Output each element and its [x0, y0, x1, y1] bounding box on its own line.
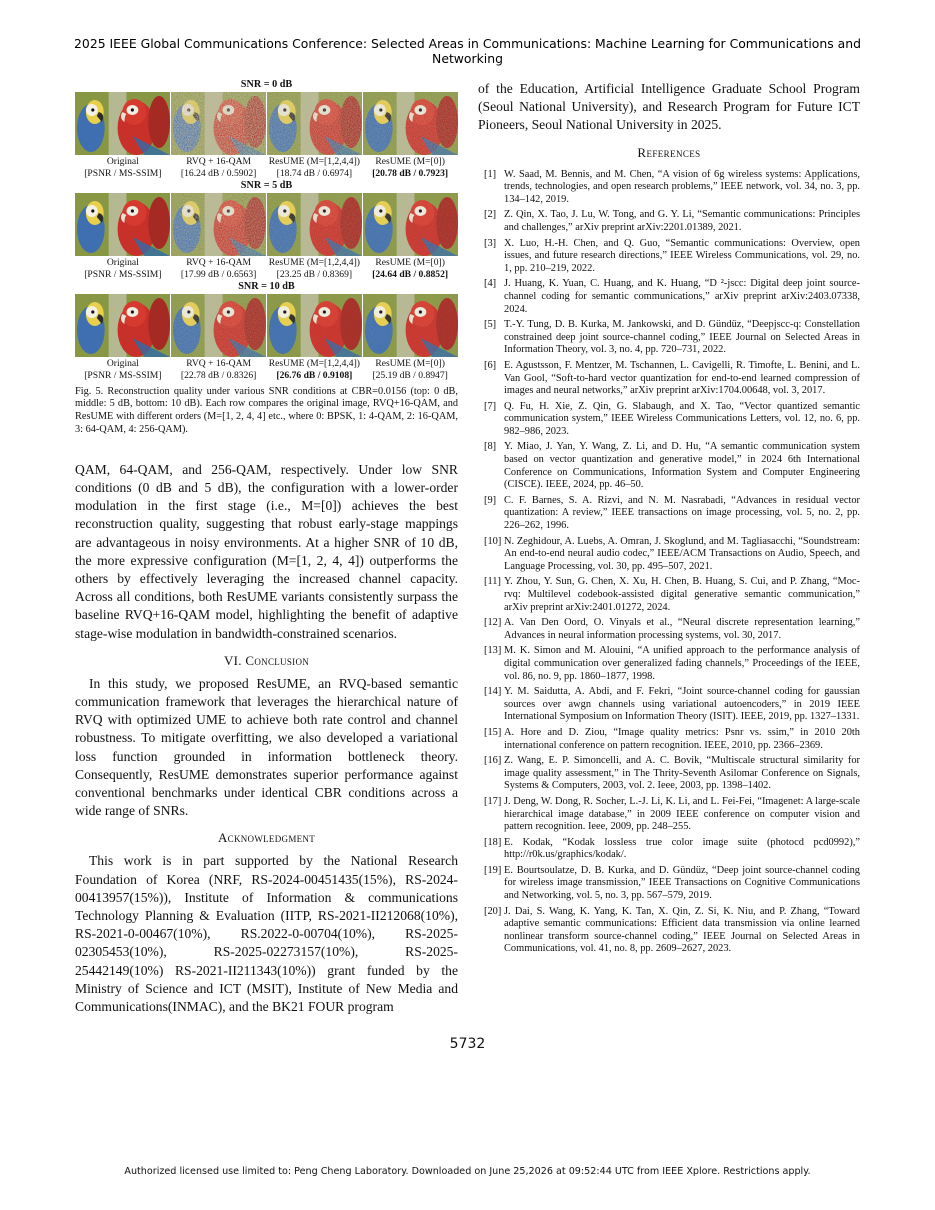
- reference-item: [478, 278, 860, 316]
- reference-item: [478, 441, 860, 491]
- method-label: ResUME (M=[0]): [375, 358, 445, 370]
- parrot-reconstruction-image: [171, 294, 266, 357]
- reference-number: [5]: [484, 319, 497, 331]
- reference-item: [478, 576, 860, 614]
- acknowledgment-text: [75, 852, 458, 1016]
- reference-number: [16]: [484, 755, 502, 767]
- method-label: ResUME (M=[0]): [375, 156, 445, 167]
- reference-number: [2]: [484, 209, 497, 221]
- reference-list: [478, 169, 860, 956]
- method-label-row: [75, 358, 458, 370]
- reference-text: Z. Wang, E. P. Simoncelli, and A. C. Bovik, “Multiscale structural similarity for image quality assessment,” in The Thrity-Seventh Asilomar Conference on Signals, Systems & Computers, 2003, vol. 2. Ieee, 2003, pp. 1398–1402.: [504, 755, 860, 792]
- metric-value-row: [75, 168, 458, 180]
- parrot-reconstruction-image: [363, 92, 458, 155]
- reference-text: C. F. Barnes, S. A. Rizvi, and N. M. Nasrabadi, “Advances in residual vector quantization: A review,” IEEE transactions on image processing, vol. 5, no. 2, pp. 226–262, 1996.: [504, 494, 860, 532]
- metric-value: [23.25 dB / 0.8369]: [276, 268, 353, 280]
- reference-item: [478, 865, 860, 903]
- reference-item: [478, 727, 860, 752]
- metric-value-row: [75, 370, 458, 382]
- results-paragraph: QAM, 64-QAM, and 256-QAM, respectively. Under low SNR conditions (0 dB and 5 dB), the configuration with a lower-order modulation in the first stage (i.e., M=[0]) achieves the best reconstruction quality, suggesting that robust early-stage mappings are advantageous in noisy environments. At a higher SNR of 10 dB, the more expressive configuration (M=[1, 2, 4, 4]) outperforms the others by effectively leveraging the increased channel capacity. Across all conditions, both ResUME variants consistently surpass the baseline RVQ+16-QAM model, highlighting the benefit of adaptive stage-wise modulation in bandwidth-constrained scenarios.: [75, 461, 458, 641]
- reference-number: [8]: [484, 441, 497, 453]
- reference-number: [6]: [484, 359, 497, 371]
- reference-text: M. K. Simon and M. Alouini, “A unified approach to the performance analysis of digital communication over generalized fading channels,” Proceedings of the IEEE, vol. 86, no. 9, pp. 1860–1877, 1998.: [504, 645, 860, 682]
- reference-text: J. Dai, S. Wang, K. Yang, K. Tan, X. Qin, Z. Si, K. Niu, and P. Zhang, “Toward adaptive semantic communications: Efficient data transmission via online learned nonlinear transform source-channel coding,” IEEE Journal on Selected Areas in Communications, vol. 41, no. 8, pp. 2609–2627, 2023.: [504, 905, 860, 955]
- reference-text: Q. Fu, H. Xie, Z. Qin, G. Slabaugh, and X. Tao, “Vector quantized semantic communication system,” IEEE Wireless Communications Letters, vol. 12, no. 6, pp. 982–986, 2023.: [504, 400, 860, 437]
- reference-text: J. Huang, K. Yuan, C. Huang, and K. Huang, “D ²-jscc: Digital deep joint source-channel coding for semantic communications,” arXiv preprint arXiv:2403.07338, 2024.: [504, 278, 860, 315]
- acknowledgment-paragraph: This work is in part supported by the National Research Foundation of Korea (NRF, RS-2024-00451435(15%), RS-2024-00413957(15%)), Institute of Information & communications Technology Planning & Evaluation (IITP, RS-2021-II212068(10%), RS-2021-0-00467(10%), RS.2022-0-00704(10%), RS-2025-02305453(10%), RS-2025-02273157(10%), RS-2025-25442149(10%) RS-2021-II211343(10%)) grant funded by the Ministry of Science and ICT (MSIT), Institute of New Media and Communications(INMAC), and the BK21 FOUR program: [75, 853, 458, 1015]
- reference-item: [478, 495, 860, 533]
- reference-number: [19]: [484, 864, 502, 876]
- reference-number: [14]: [484, 686, 502, 698]
- reference-item: [478, 169, 860, 207]
- method-label-row: [75, 156, 458, 168]
- reference-text: N. Zeghidour, A. Luebs, A. Omran, J. Skoglund, and M. Tagliasacchi, “Soundstream: An end-to-end neural audio codec,” IEEE/ACM Transactions on Audio, Speech, and Language Processing, vol. 30, pp. 495–507, 2021.: [504, 535, 860, 572]
- reference-text: E. Bourtsoulatze, D. B. Kurka, and D. Gündüz, “Deep joint source-channel coding for wireless image transmission,” IEEE Transactions on Cognitive Communications and Networking, vol. 5, no. 3, pp. 567–579, 2019.: [504, 864, 860, 902]
- reference-number: [12]: [484, 617, 502, 629]
- method-label: ResUME (M=[0]): [375, 257, 445, 269]
- metric-value: [PSNR / MS-SSIM]: [84, 167, 162, 179]
- acknowledgment-continued-paragraph: of the Education, Artificial Intelligence Graduate School Program (Seoul National University), and Research Program for Future ICT Pioneers, Seoul National University in 2025.: [478, 81, 860, 133]
- reference-item: [478, 238, 860, 276]
- metric-value: [25.19 dB / 0.8947]: [372, 369, 448, 381]
- parrot-reconstruction-image: [267, 193, 362, 256]
- metric-value: [20.78 dB / 0.7923]: [372, 167, 449, 179]
- reference-text: W. Saad, M. Bennis, and M. Chen, “A vision of 6g wireless systems: Applications, trends, technologies, and open research problems,” IEEE network, vol. 34, no. 3, pp. 134–142, 2019.: [504, 168, 860, 205]
- parrot-original-image: [75, 294, 170, 357]
- reference-number: [7]: [484, 400, 497, 412]
- reference-item: [478, 686, 860, 724]
- reference-text: A. Hore and D. Ziou, “Image quality metrics: Psnr vs. ssim,” in 2010 20th international conference on pattern recognition. IEEE, 2010, pp. 2366–2369.: [504, 726, 860, 751]
- reference-number: [3]: [484, 237, 497, 249]
- reference-text: E. Agustsson, F. Mentzer, M. Tschannen, L. Cavigelli, R. Timofte, L. Benini, and L. Van Gool, “Soft-to-hard vector quantization for end-to-end learned compression of images and neural networks,” arXiv preprint arXiv:1704.00648, vol. 3, 2017.: [504, 359, 860, 397]
- reference-number: [17]: [484, 795, 502, 807]
- figure-caption: Fig. 5. Reconstruction quality under various SNR conditions at CBR=0.0156 (top: 0 dB, middle: 5 dB, bottom: 10 dB). Each row compares the original image, RVQ+16-QAM, and ResUME with different orders (M=[1, 2, 4, 4] etc., where 0: BPSK, 1: 4-QAM, 2: 16-QAM, 3: 64-QAM, 4: 256-QAM).: [75, 385, 458, 435]
- reference-item: [478, 645, 860, 683]
- right-column: [478, 80, 860, 959]
- reference-item: [478, 796, 860, 834]
- method-label: ResUME (M=[1,2,4,4]): [268, 257, 360, 269]
- reference-item: [478, 209, 860, 234]
- metric-value: [PSNR / MS-SSIM]: [84, 268, 162, 280]
- references-heading: References: [637, 144, 701, 160]
- metric-value: [18.74 dB / 0.6974]: [276, 167, 353, 179]
- acknowledgment-heading: Acknowledgment: [217, 830, 316, 846]
- reference-item: [478, 755, 860, 793]
- figure-5: [75, 78, 458, 382]
- parrot-original-image: [75, 193, 170, 256]
- method-label: RVQ + 16-QAM: [186, 257, 252, 269]
- results-text: [75, 461, 458, 643]
- metric-value: [24.64 dB / 0.8852]: [372, 268, 449, 280]
- parrot-reconstruction-image: [363, 294, 458, 357]
- reference-number: [11]: [484, 576, 501, 588]
- reference-text: J. Deng, W. Dong, R. Socher, L.-J. Li, K. Li, and L. Fei-Fei, “Imagenet: A large-scale hierarchical image database,” in 2009 IEEE conference on computer vision and pattern recognition. Ieee, 2009, pp. 248–255.: [504, 795, 860, 833]
- reference-number: [15]: [484, 726, 502, 738]
- method-label: Original: [106, 156, 139, 167]
- conference-header: 2025 IEEE Global Communications Conference: Selected Areas in Communications: Machine Learning for Communications and Networking: [74, 36, 861, 66]
- snr-label: SNR = 0 dB: [240, 79, 293, 90]
- metric-value: [16.24 dB / 0.5902]: [180, 167, 257, 179]
- image-row: [75, 294, 458, 357]
- metric-value: [PSNR / MS-SSIM]: [84, 369, 162, 381]
- reference-item: [478, 319, 860, 357]
- method-label: Original: [106, 257, 139, 269]
- metric-value-row: [75, 269, 458, 281]
- image-row: [75, 193, 458, 256]
- parrot-reconstruction-image: [267, 294, 362, 357]
- parrot-reconstruction-image: [267, 92, 362, 155]
- snr-label: SNR = 5 dB: [240, 180, 293, 192]
- reference-item: [478, 837, 860, 862]
- method-label-row: [75, 257, 458, 269]
- left-column: [75, 78, 458, 1016]
- reference-number: [10]: [484, 535, 502, 547]
- reference-text: A. Van Den Oord, O. Vinyals et al., “Neural discrete representation learning,” Advances in neural information processing systems, vol. 30, 2017.: [504, 617, 860, 641]
- reference-text: T.-Y. Tung, D. B. Kurka, M. Jankowski, and D. Gündüz, “Deepjscc-q: Constellation constrained deep joint source-channel coding,” IEEE Journal on Selected Areas in Information Theory, vol. 3, no. 4, pp. 720–731, 2022.: [504, 319, 860, 356]
- reference-number: [18]: [484, 836, 502, 848]
- reference-item: [478, 401, 860, 439]
- image-row: [75, 92, 458, 155]
- parrot-original-image: [75, 92, 170, 155]
- parrot-reconstruction-image: [363, 193, 458, 256]
- reference-number: [4]: [484, 278, 497, 290]
- conclusion-text: [75, 675, 458, 821]
- license-footer: Authorized licensed use limited to: Peng Cheng Laboratory. Downloaded on June 25,2026 at 09:52:44 UTC from IEEE Xplore. Restrictions apply.: [124, 1166, 811, 1177]
- reference-number: [20]: [484, 905, 502, 917]
- method-label: ResUME (M=[1,2,4,4]): [268, 156, 360, 167]
- reference-item: [478, 536, 860, 574]
- reference-text: Y. Zhou, Y. Sun, G. Chen, X. Xu, H. Chen, B. Huang, S. Cui, and P. Zhang, “Moc-rvq: Multilevel codebook-assisted digital generative semantic communication,” arXiv preprint arXiv:2401.01272, 2024.: [504, 576, 860, 613]
- reference-item: [478, 906, 860, 956]
- parrot-reconstruction-image: [171, 193, 266, 256]
- snr-label: SNR = 10 dB: [238, 281, 295, 293]
- reference-text: Z. Qin, X. Tao, J. Lu, W. Tong, and G. Y. Li, “Semantic communications: Principles and challenges,” arXiv preprint arXiv:2201.01389, 2021.: [504, 209, 860, 233]
- method-label: RVQ + 16-QAM: [186, 156, 252, 167]
- acknowledgment-continued: [478, 80, 860, 135]
- reference-text: Y. M. Saidutta, A. Abdi, and F. Fekri, “Joint source-channel coding for gaussian sources over awgn channels using variational autoencoders,” in 2019 IEEE International Symposium on Information Theory (ISIT). IEEE, 2019, pp. 1327–1331.: [504, 686, 860, 723]
- reference-item: [478, 360, 860, 398]
- reference-item: [478, 617, 860, 642]
- reference-text: E. Kodak, “Kodak lossless true color image suite (photocd pcd0992),” http://r0k.us/graphics/kodak/.: [504, 836, 860, 861]
- reference-text: X. Luo, H.-H. Chen, and Q. Guo, “Semantic communications: Overview, open issues, and future research directions,” IEEE Wireless Communications, vol. 29, no. 1, pp. 210–219, 2022.: [504, 237, 860, 274]
- parrot-reconstruction-image: [171, 92, 266, 155]
- reference-number: [9]: [484, 494, 497, 506]
- metric-value: [22.78 dB / 0.8326]: [180, 369, 257, 381]
- page-number: 5732: [449, 1036, 486, 1052]
- method-label: ResUME (M=[1,2,4,4]): [268, 358, 360, 370]
- metric-value: [17.99 dB / 0.6563]: [180, 268, 257, 280]
- reference-number: [13]: [484, 645, 502, 657]
- metric-value: [26.76 dB / 0.9108]: [276, 369, 353, 381]
- conclusion-heading: VI. Conclusion: [223, 652, 310, 668]
- method-label: RVQ + 16-QAM: [186, 358, 252, 370]
- method-label: Original: [106, 358, 139, 370]
- conclusion-paragraph: In this study, we proposed ResUME, an RVQ-based semantic communication framework that leverages the hierarchical nature of RVQ with optimized UME to achieve both rate control and channel robustness. To mitigate overfitting, we also developed a variational loss function grounded in information bottleneck theory. Consequently, ResUME demonstrates superior performance against conventional benchmarks under identical CBR conditions across a wide range of SNRs.: [75, 675, 458, 819]
- reference-number: [1]: [484, 168, 497, 180]
- reference-text: Y. Miao, J. Yan, Y. Wang, Z. Li, and D. Hu, “A semantic communication system based on vector quantization and generative model,” in 2024 6th International Conference on Communications, Information System and Computer Engineering (CISCE). IEEE, 2024, pp. 46–50.: [504, 441, 860, 491]
